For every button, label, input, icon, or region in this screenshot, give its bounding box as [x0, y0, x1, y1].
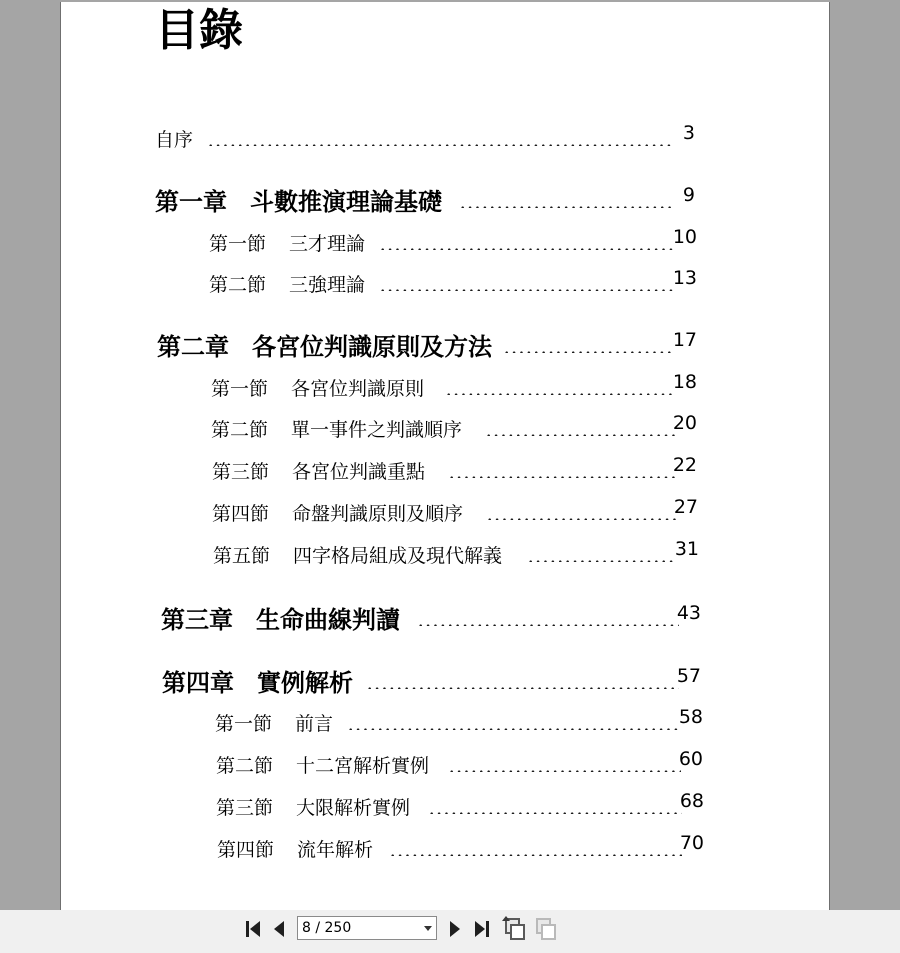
next-page-button[interactable]: [444, 918, 466, 940]
toc-dot-leader: [417, 624, 679, 626]
toc-entry-title: 單一事件之判識順序: [291, 419, 463, 441]
pdf-page: [60, 2, 830, 910]
toc-entry-title: 十二宮解析實例: [296, 755, 430, 777]
toc-page-number: 10: [672, 226, 697, 248]
toc-entry-title: 實例解析: [257, 668, 353, 697]
toc-dot-leader: [347, 728, 681, 730]
toc-chapter-entry: [155, 184, 695, 217]
toc-entry-number: 第三節: [216, 797, 274, 819]
toc-entry-label: [161, 605, 400, 635]
toc-section-entry: [216, 748, 703, 781]
toc-entry-title: 生命曲線判讀: [256, 605, 400, 634]
toc-entry-number: 第五節: [213, 545, 271, 567]
toc-page-number: 22: [672, 454, 697, 476]
toc-entry-title: 各宮位判識重點: [292, 461, 426, 483]
toc-entry-number: 第一節: [211, 378, 269, 400]
toc-entry-label: [215, 709, 333, 739]
toc-dot-leader: [485, 434, 675, 436]
toc-entry-label: [155, 187, 442, 217]
toc-dot-leader: [503, 351, 675, 353]
toc-dot-leader: [448, 770, 681, 772]
toc-entry-label: [162, 668, 353, 698]
toc-page-number: 31: [674, 538, 699, 560]
toc-dot-leader: [445, 393, 675, 395]
toc-page-number: 68: [679, 790, 704, 812]
toc-entry-label: [216, 793, 410, 823]
toc-page-number: 70: [679, 832, 704, 854]
toc-chapter-entry: [161, 602, 701, 635]
first-page-button[interactable]: [242, 918, 264, 940]
triangle-right-icon: [450, 921, 460, 937]
toc-dot-leader: [207, 144, 673, 146]
toc-dot-leader: [448, 476, 675, 478]
page-number-select[interactable]: [297, 916, 437, 940]
toc-entry-number: 第二節: [211, 419, 269, 441]
skip-to-end-icon: [475, 921, 489, 937]
toc-page-number: 57: [676, 665, 701, 687]
toc-dot-leader: [459, 206, 673, 208]
toc-entry-label: [211, 374, 424, 404]
toc-page-number: 17: [672, 329, 697, 351]
page-title: 目錄: [155, 5, 243, 56]
last-page-button[interactable]: [471, 918, 493, 940]
toc-entry-number: 第二章: [157, 332, 229, 361]
toc-entry-label: [217, 835, 373, 865]
toc-page-number: 20: [672, 412, 697, 434]
navigation-toolbar: [0, 910, 900, 953]
toc-section-entry: [209, 226, 697, 259]
export-page-button[interactable]: [501, 916, 523, 938]
toc-dot-leader: [428, 812, 682, 814]
toc-entry-number: 第一節: [215, 713, 273, 735]
import-page-button[interactable]: [532, 916, 554, 938]
toc-chapter-entry: [162, 665, 701, 698]
toc-entry-number: 第一節: [209, 233, 267, 255]
toc-section-entry: [213, 538, 699, 571]
toc-entry-number: 第一章: [155, 187, 227, 216]
toc-entry-number: 第四章: [162, 668, 234, 697]
toc-entry-label: [157, 332, 492, 362]
toc-section-entry: [215, 706, 703, 739]
toc-entry-title: 四字格局組成及現代解義: [293, 545, 503, 567]
toc-entry-title: 各宮位判識原則: [291, 378, 425, 400]
toc-page-number: 43: [676, 602, 701, 624]
toc-page-number: 60: [678, 748, 703, 770]
toc-section-entry: [209, 267, 697, 300]
toc-chapter-entry: [157, 329, 697, 362]
page-indicator-text: 8 / 250: [302, 920, 352, 936]
toc-section-entry: [212, 454, 697, 487]
toc-page-number: 18: [672, 371, 697, 393]
toc-entry-title: 前言: [295, 713, 334, 735]
toc-page-number: 27: [673, 496, 698, 518]
toc-section-entry: [211, 412, 697, 445]
toc-entry-number: 第三節: [212, 461, 270, 483]
toc-entry-title: 命盤判識原則及順序: [292, 503, 464, 525]
toc-section-entry: [211, 371, 697, 404]
chevron-down-icon: [424, 926, 432, 931]
toc-entry-title: 各宮位判識原則及方法: [252, 332, 492, 361]
toc-entry-label: [209, 229, 365, 259]
toc-dot-leader: [379, 248, 675, 250]
toc-entry-title: 斗數推演理論基礎: [250, 187, 442, 216]
previous-page-button[interactable]: [268, 918, 290, 940]
toc-entry-label: [155, 125, 193, 155]
toc-section-entry: [217, 832, 704, 865]
toc-dot-leader: [379, 289, 675, 291]
toc-entry-label: [211, 415, 462, 445]
toc-entry-number: 第二節: [209, 274, 267, 296]
triangle-left-icon: [274, 921, 284, 937]
toc-section-entry: [212, 496, 698, 529]
toc-entry-title: 流年解析: [297, 839, 374, 861]
toc-dot-leader: [527, 560, 677, 562]
toc-page-number: 9: [682, 184, 695, 206]
skip-to-start-icon: [246, 921, 260, 937]
toc-page-number: 3: [682, 122, 695, 144]
toc-entry-number: 第四節: [212, 503, 270, 525]
toc-entry-number: 第四節: [217, 839, 275, 861]
toc-entry-title: 三強理論: [289, 274, 366, 296]
toc-entry-label: [212, 499, 463, 529]
toc-section-entry: [216, 790, 704, 823]
toc-entry-label: [209, 270, 365, 300]
toc-entry-label: [212, 457, 425, 487]
toc-entry-label: [216, 751, 429, 781]
toc-preface-entry: [155, 122, 695, 155]
toc-entry-title: 自序: [155, 129, 194, 151]
toc-dot-leader: [389, 854, 682, 856]
toc-dot-leader: [486, 518, 676, 520]
toc-entry-title: 大限解析實例: [296, 797, 411, 819]
toc-dot-leader: [366, 687, 679, 689]
toc-entry-number: 第三章: [161, 605, 233, 634]
toc-entry-number: 第二節: [216, 755, 274, 777]
toc-entry-title: 三才理論: [289, 233, 366, 255]
toc-entry-label: [213, 541, 502, 571]
toc-page-number: 13: [672, 267, 697, 289]
toc-page-number: 58: [678, 706, 703, 728]
